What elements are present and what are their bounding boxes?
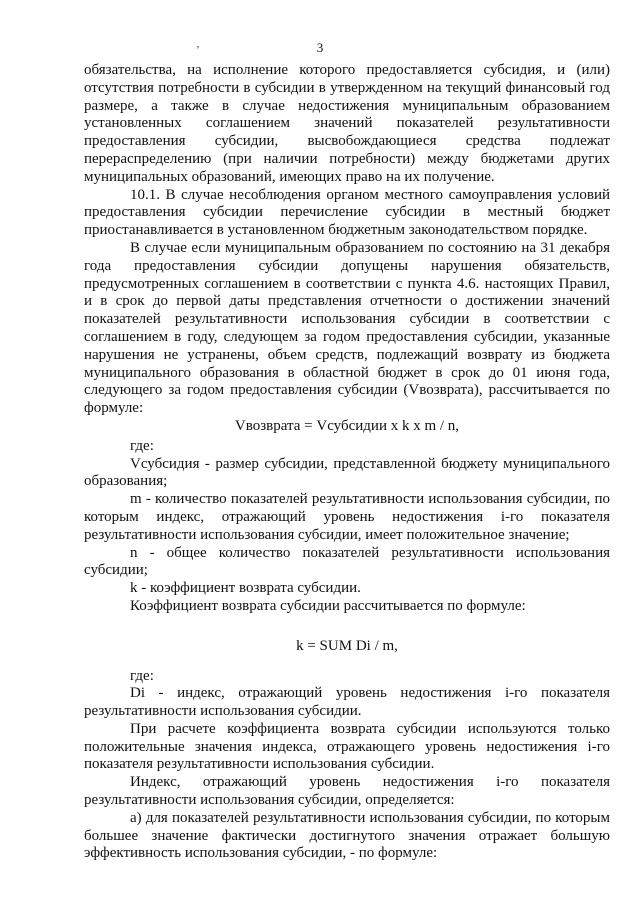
scan-mark: ʼ (196, 44, 200, 56)
formula-coefficient: k = SUM Di / m, (296, 637, 398, 654)
paragraph-positive-values: При расчете коэффициента возврата субсидии используются только положительные значения индекса, отражающего уровень недостижения i-го показателя результативности использования субсидии. (84, 720, 610, 773)
document-body (84, 62, 610, 863)
definition-n: n - общее количество показателей результативности использования субсидии; (84, 544, 610, 579)
formula-return-volume: Vвозврата = Vсубсидии x k x m / n, (234, 417, 460, 434)
definition-di: Di - индекс, отражающий уровень недостижения i-го показателя результативности использования субсидии. (84, 685, 610, 720)
paragraph-10-1: 10.1. В случае несоблюдения органом местного самоуправления условий предоставления субсидии перечисление субсидии в местный бюджет приостанавливается в установленном бюджетным законодательством порядке. (84, 186, 610, 239)
page-number: 3 (316, 40, 324, 55)
definition-v-subsidy: Vсубсидия - размер субсидии, представленной бюджету муниципального образования; (84, 455, 610, 490)
where-label-2: где: (130, 667, 154, 684)
paragraph-continuation: обязательства, на исполнение которого предоставляется субсидия, и (или) отсутствия потребности в субсидии в утвержденном на текущий финансовый год размере, а также в случае недостижения муниципальным образованием установленных соглашением значений показателей результативности предоставления субсидии, высвобождающиеся средства подлежат перераспределению (при наличии потребности) между бюджетами других муниципальных образований, имеющих право на их получение. (84, 62, 610, 185)
paragraph-violation: В случае если муниципальным образованием по состоянию на 31 декабря года предоставления субсидии допущены нарушения обязательств, предусмотренных соглашением в соответствии с пункта 4.6. настоящих Правил, и в срок до первой даты представления отчетности о достижении значений показателей результативности использования субсидии в соответствии с соглашением в году, следующем за годом предоставления субсидии, указанные нарушения не устранены, объем средств, подлежащий возврату из бюджета муниципального образования в областной бюджет в срок до 01 июня года, следующего за годом предоставления субсидии (Vвозврата), рассчитывается по формуле: (84, 239, 610, 417)
paragraph-index-determined: Индекс, отражающий уровень недостижения i-го показателя результативности использования субсидии, определяется: (84, 774, 610, 809)
definition-k: k - коэффициент возврата субсидии. (130, 580, 361, 597)
coefficient-intro: Коэффициент возврата субсидии рассчитывается по формуле: (130, 597, 526, 614)
definition-m: m - количество показателей результативности использования субсидии, по которым индекс, отражающий уровень недостижения i-го показателя результативности использования субсидии, имеет положительное значение; (84, 491, 610, 543)
where-label: где: (130, 437, 154, 454)
paragraph-item-a: а) для показателей результативности использования субсидии, по которым большее значение фактически достигнутого значения отражает большую эффективность использования субсидии, - по формуле: (84, 809, 610, 862)
